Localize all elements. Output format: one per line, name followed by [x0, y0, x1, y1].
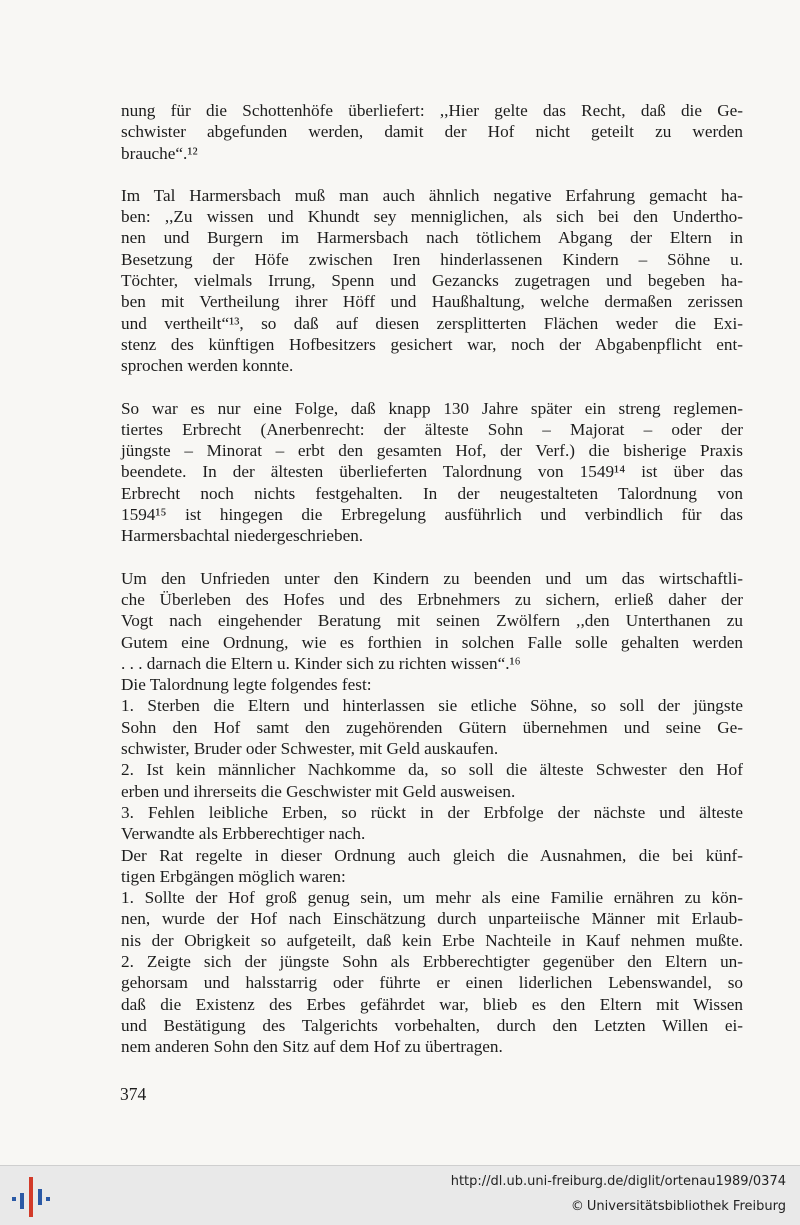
- copyright-text: Universitätsbibliothek Freiburg: [586, 1199, 786, 1214]
- ub-freiburg-logo-icon[interactable]: [10, 1175, 56, 1219]
- copyright-symbol: ©: [570, 1199, 584, 1214]
- footer-copyright: [571, 1199, 786, 1214]
- text-line: und Bestätigung des Talgerichts vorbehalten, durch den Letzten Willen ei-: [121, 1015, 743, 1035]
- text-line: tiertes Erbrecht (Anerbenrecht: der älteste Sohn – Majorat – oder der: [121, 419, 743, 439]
- text-line: und vertheilt“¹³, so daß auf diesen zersplitterten Flächen weder die Exi-: [121, 313, 743, 333]
- text-line: Der Rat regelte in dieser Ordnung auch gleich die Ausnahmen, die bei künf-: [121, 845, 743, 865]
- text-line: Im Tal Harmersbach muß man auch ähnlich negative Erfahrung gemacht ha-: [121, 185, 743, 205]
- text-line: nem anderen Sohn den Sitz auf dem Hof zu übertragen.: [121, 1037, 503, 1057]
- text-line: ben: ,,Zu wissen und Khundt sey menniglichen, als sich bei den Underthо-: [121, 207, 743, 227]
- text-line: . . . darnach die Eltern u. Kinder sich zu richten wissen“.¹⁶: [121, 653, 521, 673]
- text-line: schwister, Bruder oder Schwester, mit Geld auskaufen.: [121, 739, 499, 759]
- text-line: Besetzung der Höfe zwischen Iren hinderlassenen Kindern – Söhne u.: [121, 249, 743, 269]
- text-line: erben und ihrerseits die Geschwister mit Geld ausweisen.: [121, 781, 516, 801]
- text-line: sprochen werden konnte.: [121, 356, 294, 376]
- text-line: tigen Erbgängen möglich waren:: [121, 866, 346, 886]
- text-line: Verwandte als Erbberechtiger nach.: [121, 824, 366, 844]
- page-number: 374: [120, 1084, 147, 1104]
- paragraph-2: [121, 185, 743, 377]
- body-text: [121, 100, 743, 1057]
- text-line: beendete. In der ältesten überlieferten Talordnung von 1549¹⁴ ist über das: [121, 462, 743, 482]
- text-line: 2. Zeigte sich der jüngste Sohn als Erbberechtigter gegenüber den Eltern un-: [121, 951, 743, 971]
- text-line: Die Talordnung legte folgendes fest:: [121, 675, 372, 695]
- text-line: 3. Fehlen leibliche Erben, so rückt in der Erbfolge der nächste und älteste: [121, 802, 743, 822]
- logo-bar-blue-4: [46, 1197, 50, 1201]
- text-line: 1. Sollte der Hof groß genug sein, um mehr als eine Familie ernähren zu kön-: [121, 888, 743, 908]
- text-line: stenz des künftigen Hofbesitzers gesichert war, noch der Abgabenpflicht ent-: [121, 334, 743, 354]
- text-line: nung für die Schottenhöfe überliefert: ,,Hier gelte das Recht, daß die Ge-: [121, 101, 743, 120]
- text-line: Um den Unfrieden unter den Kindern zu beenden und um das wirtschaftli-: [121, 568, 743, 588]
- paragraph-1: [121, 100, 743, 164]
- text-line: jüngste – Minorat – erbt den gesamten Hof, der Verf.) die bisherige Praxis: [121, 441, 743, 461]
- text-line: Harmersbachtal niedergeschrieben.: [121, 526, 364, 546]
- paragraph-4: [121, 568, 743, 1058]
- footer-url-link[interactable]: http://dl.ub.uni-freiburg.de/diglit/ortenau1989/0374: [450, 1174, 786, 1189]
- text-line: schwister abgefunden werden, damit der Hof nicht geteilt zu werden: [121, 122, 743, 142]
- text-line: 2. Ist kein männlicher Nachkomme da, so soll die älteste Schwester den Hof: [121, 760, 743, 780]
- text-line: nen und Burgern im Harmersbach nach tötlichem Abgang der Eltern in: [121, 228, 743, 248]
- text-line: Sohn den Hof samt den zugehörenden Gütern übernehmen und seine Ge-: [121, 717, 743, 737]
- text-line: nen, wurde der Hof nach Einschätzung durch unparteiische Männer mit Erlaub-: [121, 909, 743, 929]
- text-line: Gutem eine Ordnung, wie es forthien in solchen Falle solle gehalten werden: [121, 632, 743, 652]
- text-line: Töchter, vielmals Irrung, Spenn und Gezancks zugetragen und begeben ha-: [121, 271, 743, 291]
- text-line: 1594¹⁵ ist hingegen die Erbregelung ausführlich und verbindlich für das: [121, 505, 743, 525]
- text-line: daß die Existenz des Erbes gefährdet war, blieb es den Eltern mit Wissen: [121, 994, 743, 1014]
- paragraph-3: [121, 398, 743, 547]
- text-line: ben mit Vertheilung ihrer Höff und Haußhaltung, welche dermaßen zerissen: [121, 292, 743, 312]
- logo-bar-blue-3: [38, 1189, 42, 1205]
- text-line: che Überleben des Hofes und des Erbnehmers zu sichern, erließ daher der: [121, 589, 743, 609]
- text-line: Vogt nach eingehender Beratung mit seinen Zwölfern ,,den Unterthanen zu: [121, 611, 743, 631]
- text-line: Erbrecht noch nichts festgehalten. In der neugestalteten Talordnung von: [121, 483, 743, 503]
- text-line: nis der Obrigkeit so aufgeteilt, daß kein Erbe Nachteile in Kauf nehmen mußte.: [121, 930, 743, 950]
- text-line: brauche“.¹²: [121, 143, 198, 163]
- text-line: So war es nur eine Folge, daß knapp 130 Jahre später ein streng reglemen-: [121, 398, 743, 418]
- logo-bar-red: [29, 1177, 33, 1217]
- text-line: 1. Sterben die Eltern und hinterlassen sie etliche Söhne, so soll der jüngste: [121, 696, 743, 716]
- logo-bar-blue-1: [12, 1197, 16, 1201]
- text-line: gehorsam und halsstarrig oder führte er einen liderlichen Lebenswandel, so: [121, 973, 743, 993]
- logo-bar-blue-2: [20, 1193, 24, 1209]
